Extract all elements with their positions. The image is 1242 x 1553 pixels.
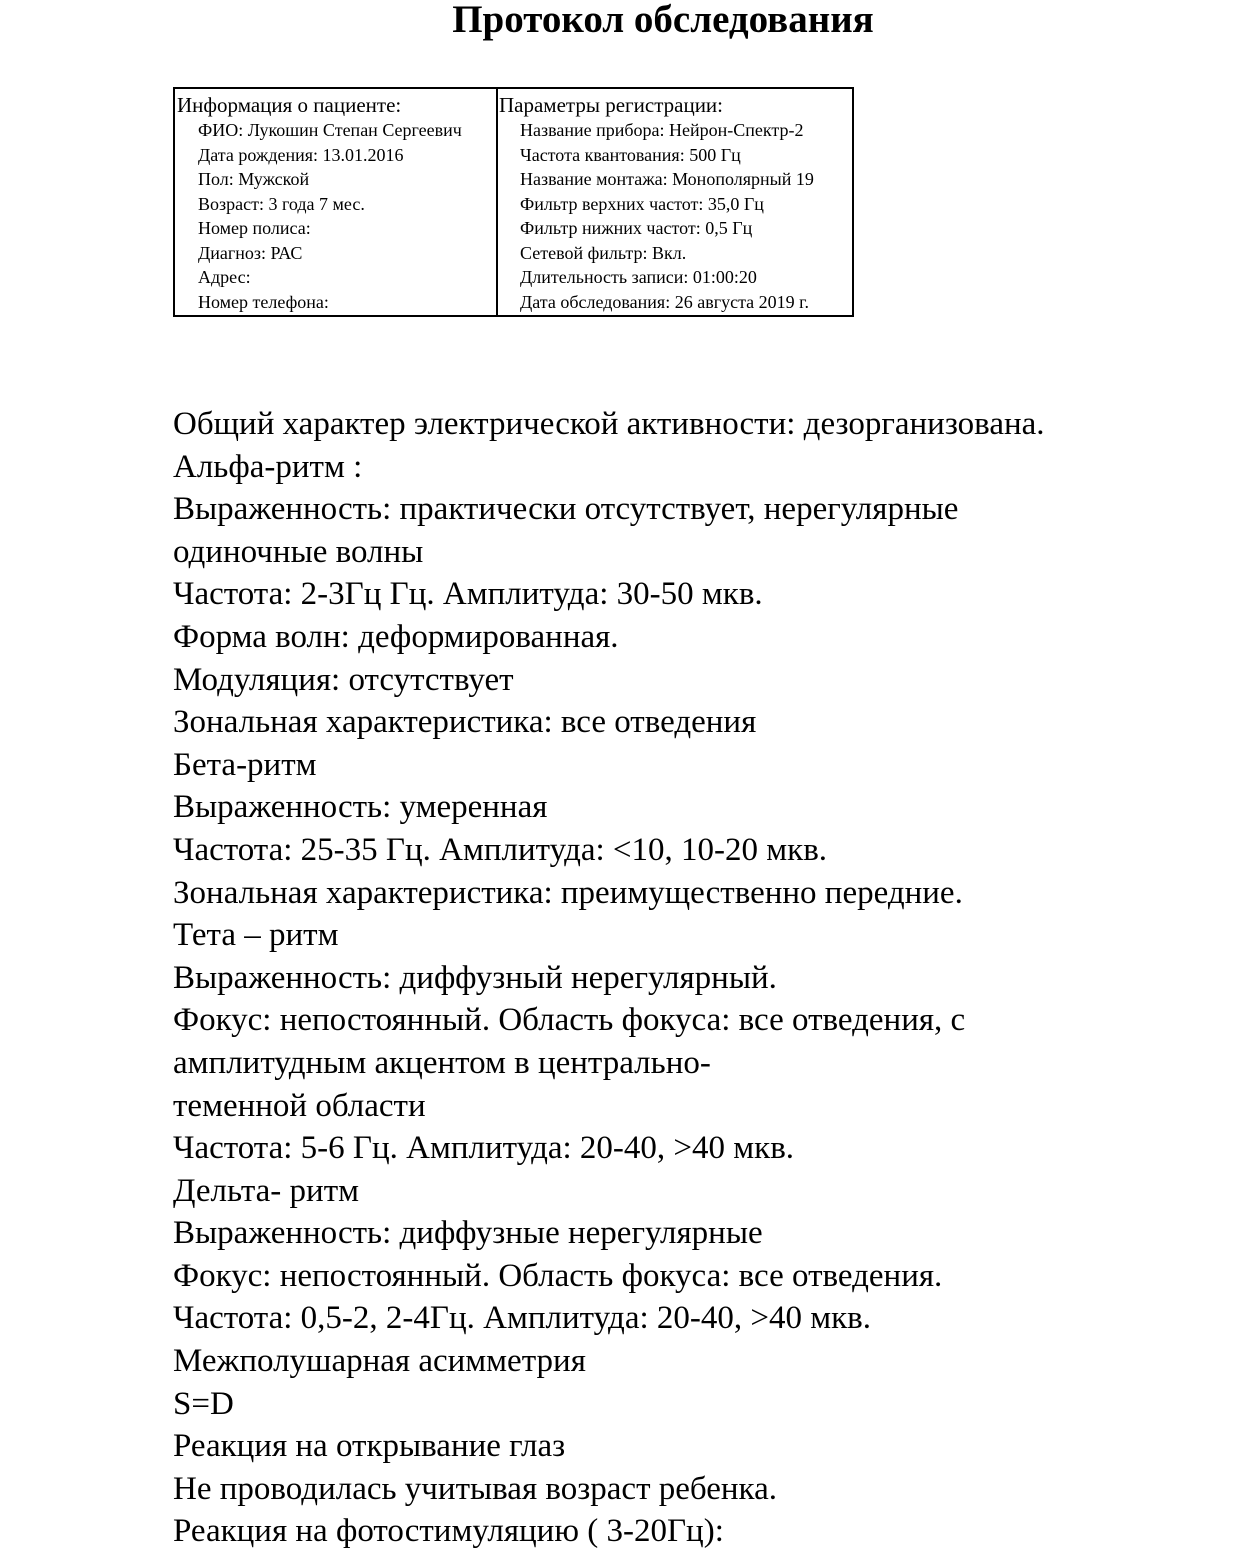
report-line: Частота: 2-3Гц Гц. Амплитуда: 30-50 мкв. bbox=[173, 576, 763, 613]
report-line: Модуляция: отсутствует bbox=[173, 661, 514, 698]
report-body bbox=[173, 403, 1233, 1553]
report-line: Выраженность: практически отсутствует, нерегулярные bbox=[173, 491, 959, 528]
patient-address: Адрес: bbox=[198, 267, 251, 287]
report-line: Межполушарная асимметрия bbox=[173, 1343, 586, 1380]
report-line: Выраженность: умеренная bbox=[173, 789, 548, 826]
high-pass-filter: Фильтр верхних частот: 35,0 Гц bbox=[520, 193, 764, 214]
device-name: Название прибора: Нейрон-Спектр-2 bbox=[520, 120, 804, 140]
report-line: Выраженность: диффузные нерегулярные bbox=[173, 1215, 763, 1252]
registration-params-column bbox=[498, 89, 852, 315]
patient-info-column bbox=[175, 89, 498, 315]
patient-name: ФИО: Лукошин Степан Сергеевич bbox=[198, 120, 462, 140]
exam-date: Дата обследования: 26 августа 2019 г. bbox=[520, 291, 810, 312]
patient-age: Возраст: 3 года 7 мес. bbox=[198, 193, 365, 214]
sampling-rate: Частота квантования: 500 Гц bbox=[520, 144, 741, 165]
montage-name: Название монтажа: Монополярный 19 bbox=[520, 169, 814, 189]
report-line: Зональная характеристика: преимущественно передние. bbox=[173, 874, 963, 911]
report-line: Не проводилась учитывая возраст ребенка. bbox=[173, 1470, 777, 1507]
report-line: S=D bbox=[173, 1385, 234, 1422]
report-line: Форма волн: деформированная. bbox=[173, 618, 619, 655]
info-table bbox=[173, 87, 854, 317]
patient-phone: Номер телефона: bbox=[198, 291, 329, 312]
patient-policy-number: Номер полиса: bbox=[198, 218, 311, 238]
report-line: Фокус: непостоянный. Область фокуса: все отведения. bbox=[173, 1257, 943, 1294]
report-line: амплитудным акцентом в центрально- bbox=[173, 1044, 711, 1081]
low-pass-filter: Фильтр нижних частот: 0,5 Гц bbox=[520, 218, 753, 238]
report-line: Альфа-ритм : bbox=[173, 448, 363, 485]
report-line: Частота: 0,5-2, 2-4Гц. Амплитуда: 20-40, >40 мкв. bbox=[173, 1300, 872, 1337]
patient-info-heading: Информация о пациенте: bbox=[177, 93, 402, 117]
notch-filter: Сетевой фильтр: Вкл. bbox=[520, 242, 687, 263]
report-line: Тета – ритм bbox=[173, 917, 339, 954]
report-line: Общий характер электрической активности: дезорганизована. bbox=[173, 406, 1045, 442]
report-line: Выраженность: диффузный нерегулярный. bbox=[173, 959, 777, 996]
patient-diagnosis: Диагноз: РАС bbox=[198, 242, 303, 263]
recording-duration: Длительность записи: 01:00:20 bbox=[520, 267, 757, 287]
report-line: теменной области bbox=[173, 1087, 426, 1124]
report-line: Фокус: непостоянный. Область фокуса: все отведения, с bbox=[173, 1002, 966, 1039]
report-line: Реакция на фотостимуляцию ( 3-20Гц): bbox=[173, 1513, 724, 1550]
report-line: Бета-ритм bbox=[173, 746, 317, 783]
report-line: Дельта- ритм bbox=[173, 1172, 359, 1209]
report-line: Частота: 25-35 Гц. Амплитуда: <10, 10-20 мкв. bbox=[173, 831, 828, 868]
patient-birth-date: Дата рождения: 13.01.2016 bbox=[198, 144, 404, 165]
page-title: Протокол обследования bbox=[452, 0, 874, 41]
report-line: Зональная характеристика: все отведения bbox=[173, 704, 757, 741]
report-line: Частота: 5-6 Гц. Амплитуда: 20-40, >40 мкв. bbox=[173, 1130, 795, 1167]
report-line: Реакция на открывание глаз bbox=[173, 1428, 566, 1465]
patient-sex: Пол: Мужской bbox=[198, 169, 310, 189]
registration-params-heading: Параметры регистрации: bbox=[499, 93, 724, 117]
report-line: одиночные волны bbox=[173, 533, 424, 570]
